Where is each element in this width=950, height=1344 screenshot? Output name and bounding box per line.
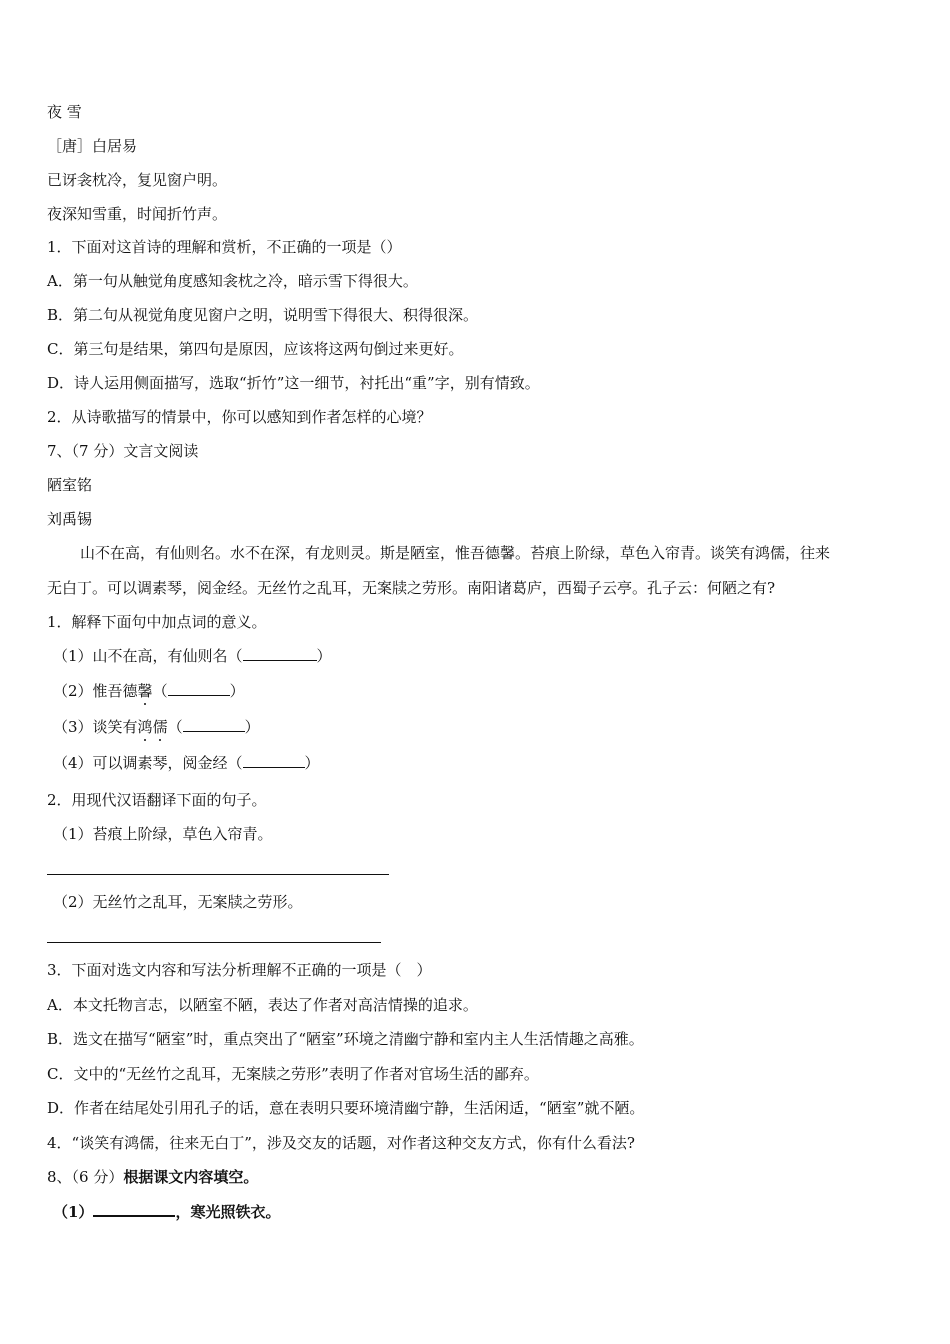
section-header-number: 8、（6 分） <box>47 1168 124 1186</box>
sub-question <box>53 646 332 666</box>
answer-blank[interactable] <box>243 646 317 661</box>
sub-question-text: （ <box>167 718 183 736</box>
sub-question <box>53 753 320 773</box>
sub-question-text: ） <box>229 682 245 700</box>
sub-question-text: ） <box>304 754 320 772</box>
option-b: B．选文在描写“陋室”时，重点突出了“陋室”环境之清幽宁静和室内主人生活情趣之高雅。 <box>47 1030 644 1048</box>
sub-question-text: （2）惟吾德 <box>53 682 138 700</box>
section-header <box>47 1167 258 1187</box>
question-text: 3．下面对选文内容和写法分析理解不正确的一项是（ ） <box>47 961 432 979</box>
option-b: B．第二句从视觉角度见窗户之明，说明雪下得很大、积得很深。 <box>47 306 479 324</box>
sub-question-text: ，寒光照铁衣。 <box>175 1203 281 1221</box>
poem-line: 夜深知雪重，时闻折竹声。 <box>47 205 228 223</box>
sub-question-text: （4）可以调素琴，阅金经（ <box>53 754 243 772</box>
question-text: 4．“谈笑有鸿儒，往来无白丁”，涉及交友的话题，对作者这种交友方式，你有什么看法? <box>47 1134 635 1152</box>
question-text: 2．从诗歌描写的情景中，你可以感知到作者怎样的心境？ <box>47 408 432 426</box>
sub-question-text: ） <box>244 718 260 736</box>
section-header-text: 根据课文内容填空。 <box>123 1168 259 1186</box>
answer-blank[interactable] <box>183 717 245 732</box>
answer-blank[interactable] <box>168 681 230 696</box>
question-text: 1．下面对这首诗的理解和赏析，不正确的一项是（） <box>47 238 402 256</box>
text-author: 刘禹锡 <box>47 510 93 528</box>
poem-author: ［唐］白居易 <box>47 137 138 155</box>
answer-blank[interactable] <box>243 753 305 768</box>
poem-title: 夜 雪 <box>47 103 82 121</box>
passage-line: 山不在高，有仙则名。水不在深，有龙则灵。斯是陋室，惟吾德馨。苔痕上阶绿，草色入帘青。谈笑有鸿儒，往来 <box>80 544 831 562</box>
sub-question-text: （ <box>152 682 168 700</box>
sub-question: （2）无丝竹之乱耳，无案牍之劳形。 <box>53 893 303 911</box>
sub-question <box>53 681 245 701</box>
poem-line: 已讶衾枕冷，复见窗户明。 <box>47 171 228 189</box>
sub-question-text: （3）谈笑有 <box>53 718 138 736</box>
sub-question <box>53 1201 280 1222</box>
option-d: D．作者在结尾处引用孔子的话，意在表明只要环境清幽宁静，生活闲适，“陋室”就不陋。 <box>47 1099 645 1117</box>
sub-question-text: （1）山不在高，有仙则名（ <box>53 647 243 665</box>
passage-line: 无白丁。可以调素琴，阅金经。无丝竹之乱耳，无案牍之劳形。南阳诸葛庐，西蜀子云亭。孔子云：何陋之有? <box>47 579 776 597</box>
answer-line[interactable] <box>47 942 381 943</box>
question-text: 2．用现代汉语翻译下面的句子。 <box>47 791 267 809</box>
question-text: 1．解释下面句中加点词的意义。 <box>47 613 267 631</box>
sub-question <box>53 717 260 737</box>
option-a: A．第一句从触觉角度感知衾枕之冷，暗示雪下得很大。 <box>47 272 418 290</box>
sub-question-text: ） <box>316 647 332 665</box>
option-d: D．诗人运用侧面描写，选取“折竹”这一细节，衬托出“重”字，别有情致。 <box>47 374 540 392</box>
sub-question: （1）苔痕上阶绿，草色入帘青。 <box>53 825 273 843</box>
dotted-character: 鸿 <box>137 718 153 736</box>
answer-blank[interactable] <box>93 1201 175 1217</box>
answer-line[interactable] <box>47 874 389 875</box>
text-title: 陋室铭 <box>47 476 93 494</box>
option-c: C．文中的“无丝竹之乱耳，无案牍之劳形”表明了作者对官场生活的鄙弃。 <box>47 1065 539 1083</box>
option-c: C．第三句是结果，第四句是原因，应该将这两句倒过来更好。 <box>47 340 464 358</box>
dotted-character: 馨 <box>137 682 153 700</box>
section-header: 7、（7 分）文言文阅读 <box>47 442 199 460</box>
option-a: A．本文托物言志，以陋室不陋，表达了作者对高洁情操的追求。 <box>47 996 478 1014</box>
dotted-character: 儒 <box>152 718 168 736</box>
sub-question-text: （1） <box>53 1203 94 1221</box>
